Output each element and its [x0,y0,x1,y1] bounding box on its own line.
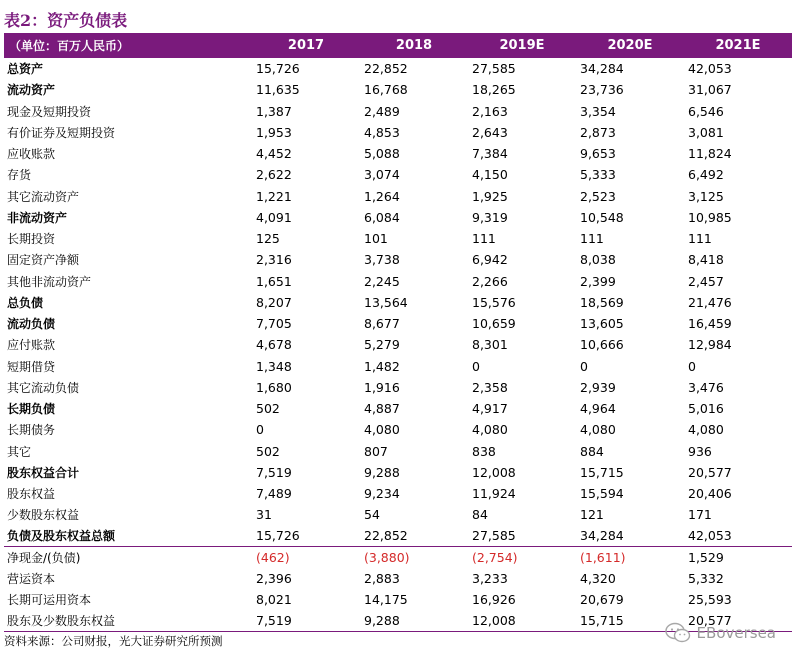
cell-value: 1,916 [364,379,400,395]
cell-value: 7,519 [252,611,360,632]
table-row [4,441,792,462]
cell-value: 15,726 [256,61,300,77]
cell-value: 2,316 [256,252,292,268]
cell-value: 2,396 [256,571,292,587]
cell-value: 9,288 [360,611,468,632]
cell-value: 5,016 [688,401,724,417]
row-label: 其它流动资产 [7,189,80,204]
table-row [4,547,792,568]
cell-value: 14,175 [364,592,408,608]
cell-value: 54 [364,507,380,523]
cell-value: (1,611) [576,547,684,568]
table-row [4,568,792,589]
cell-value: 3,081 [688,124,724,140]
cell-value: 4,320 [580,571,616,587]
cell-value: 6,942 [472,252,508,268]
row-label: 长期债务 [7,423,56,438]
cell-value: 2,622 [256,167,292,183]
cell-value: 27,585 [472,528,516,544]
cell-value: 20,577 [688,464,732,480]
cell-value: 5,332 [688,571,724,587]
cell-value: 4,887 [364,401,400,417]
table-row [4,462,792,483]
row-label: 长期负债 [7,402,56,417]
cell-value: 15,715 [576,611,684,632]
row-label: 非流动资产 [7,210,68,225]
year-header: 2017 [287,38,325,53]
cell-value: 10,666 [580,337,624,353]
row-label: 应付账款 [7,338,56,353]
cell-value: 1,348 [256,358,292,374]
cell-value: 20,406 [688,486,732,502]
table-title: 表2：资产负债表 [4,11,128,30]
table-row [4,271,792,292]
cell-value: 0 [688,358,696,374]
wechat-icon [665,622,691,644]
cell-value: (462) [252,547,360,568]
cell-value: 936 [688,443,712,459]
cell-value: 42,053 [688,528,732,544]
year-header: 2020E [607,38,653,53]
cell-value: 10,985 [688,209,732,225]
table-row [4,101,792,122]
table-row [4,186,792,207]
cell-value: 3,476 [688,379,724,395]
table-row [4,122,792,143]
cell-value: 18,265 [472,82,516,98]
row-label: 负债及股东权益总额 [7,529,116,544]
cell-value: 2,163 [472,103,508,119]
cell-value: 23,736 [580,82,624,98]
watermark [665,622,776,644]
cell-value: 502 [256,443,280,459]
cell-value: 1,953 [256,124,292,140]
table-row [4,313,792,334]
cell-value: 2,399 [580,273,616,289]
cell-value: 13,564 [364,294,408,310]
cell-value: 4,678 [256,337,292,353]
unit-label: （单位：百万人民币） [9,39,130,53]
table-row [4,79,792,100]
cell-value: 2,358 [472,379,508,395]
table-row [4,483,792,504]
cell-value: 2,873 [580,124,616,140]
cell-value: 8,207 [256,294,292,310]
cell-value: 11,824 [688,146,732,162]
cell-value: 6,492 [688,167,724,183]
cell-value: 121 [580,507,604,523]
cell-value: 0 [472,358,480,374]
year-header: 2021E [715,38,761,53]
row-label: 总负债 [7,295,44,310]
cell-value: 15,715 [580,464,624,480]
row-label: 应收账款 [7,147,56,162]
cell-value: 2,266 [472,273,508,289]
cell-value: 8,418 [688,252,724,268]
cell-value: 21,476 [688,294,732,310]
cell-value: 9,319 [472,209,508,225]
year-header: 2018 [395,38,433,53]
cell-value: 10,548 [580,209,624,225]
cell-value: 9,653 [580,146,616,162]
cell-value: 3,074 [364,167,400,183]
cell-value: 25,593 [688,592,732,608]
cell-value: 7,519 [256,464,292,480]
cell-value: 4,853 [364,124,400,140]
row-label: 短期借贷 [7,359,56,374]
table-row [4,589,792,610]
table-row [4,419,792,440]
row-label: 固定资产净额 [7,253,80,268]
cell-value: 27,585 [472,61,516,77]
row-label: 净现金/(负债) [4,547,252,568]
cell-value: 7,384 [472,146,508,162]
cell-value: 8,038 [580,252,616,268]
cell-value: 101 [364,231,388,247]
cell-value: 12,008 [472,464,516,480]
cell-value: 3,125 [688,188,724,204]
cell-value: 125 [256,231,280,247]
cell-value: 4,150 [472,167,508,183]
cell-value: 1,925 [472,188,508,204]
cell-value: 42,053 [688,61,732,77]
cell-value: 4,080 [364,422,400,438]
cell-value: 2,489 [364,103,400,119]
cell-value: 5,333 [580,167,616,183]
row-label: 流动资产 [7,83,56,98]
row-label: 存货 [7,168,32,183]
cell-value: 9,288 [364,464,400,480]
row-label: 其它流动负债 [7,380,80,395]
cell-value: 34,284 [580,528,624,544]
year-header: 2019E [499,38,545,53]
cell-value: 2,457 [688,273,724,289]
cell-value: 6,546 [688,103,724,119]
table-row [4,398,792,419]
cell-value: 31,067 [688,82,732,98]
cell-value: 807 [364,443,388,459]
cell-value: 6,084 [364,209,400,225]
table-row [4,504,792,525]
cell-value: 12,008 [468,611,576,632]
cell-value: 2,245 [364,273,400,289]
cell-value: 8,677 [364,316,400,332]
cell-value: 84 [472,507,488,523]
cell-value: 34,284 [580,61,624,77]
row-label: 流动负债 [7,317,56,332]
cell-value: 11,635 [256,82,300,98]
row-label: 其它 [7,444,32,459]
cell-value: 9,234 [364,486,400,502]
row-label: 总资产 [7,62,44,77]
table-header-row [4,33,792,58]
cell-value: 2,523 [580,188,616,204]
cell-value: 20,679 [580,592,624,608]
cell-value: 502 [256,401,280,417]
table-row [4,377,792,398]
cell-value: 4,080 [688,422,724,438]
balance-sheet-table [4,33,792,632]
row-label: 少数股东权益 [7,508,80,523]
cell-value: 2,643 [472,124,508,140]
row-label: 股东及少数股东权益 [4,611,252,632]
cell-value: 5,088 [364,146,400,162]
cell-value: 4,452 [256,146,292,162]
row-label: 股东权益合计 [7,465,80,480]
cell-value: 15,726 [256,528,300,544]
cell-value: 0 [580,358,588,374]
cell-value: (3,880) [360,547,468,568]
table-row [4,292,792,313]
cell-value: 22,852 [364,61,408,77]
cell-value: 5,279 [364,337,400,353]
cell-value: 3,738 [364,252,400,268]
cell-value: 8,301 [472,337,508,353]
cell-value: 0 [256,422,264,438]
cell-value: 1,264 [364,188,400,204]
cell-value: 111 [472,231,496,247]
cell-value: 4,964 [580,401,616,417]
cell-value: 1,482 [364,358,400,374]
cell-value: 3,354 [580,103,616,119]
table-row [4,356,792,377]
cell-value: 31 [256,507,272,523]
row-label: 现金及短期投资 [7,104,92,119]
cell-value: 3,233 [472,571,508,587]
row-label: 有价证券及短期投资 [7,125,116,140]
cell-value: 4,080 [580,422,616,438]
cell-value: 1,680 [256,379,292,395]
watermark-text: EBoversea [696,624,776,642]
cell-value: 15,576 [472,294,516,310]
cell-value: 4,917 [472,401,508,417]
cell-value: 4,080 [472,422,508,438]
cell-value: 2,883 [364,571,400,587]
cell-value: 8,021 [256,592,292,608]
source-note: 资料来源：公司财报，光大证券研究所预测 [4,634,223,648]
cell-value: 2,939 [580,379,616,395]
cell-value: 1,651 [256,273,292,289]
cell-value: 7,489 [256,486,292,502]
cell-value: (2,754) [468,547,576,568]
cell-value: 16,768 [364,82,408,98]
cell-value: 10,659 [472,316,516,332]
cell-value: 1,529 [684,547,792,568]
table-row [4,249,792,270]
cell-value: 884 [580,443,604,459]
cell-value: 11,924 [472,486,516,502]
cell-value: 7,705 [256,316,292,332]
cell-value: 1,221 [256,188,292,204]
row-label: 其他非流动资产 [7,274,92,289]
row-label: 长期投资 [7,232,56,247]
table-row [4,58,792,79]
cell-value: 22,852 [364,528,408,544]
cell-value: 12,984 [688,337,732,353]
cell-value: 20,577 [684,611,792,632]
row-label: 营运资本 [7,572,56,587]
table-row [4,334,792,355]
cell-value: 111 [580,231,604,247]
cell-value: 16,926 [472,592,516,608]
table-row [4,207,792,228]
cell-value: 1,387 [256,103,292,119]
table-row [4,526,792,547]
cell-value: 4,091 [256,209,292,225]
cell-value: 171 [688,507,712,523]
row-label: 股东权益 [7,487,56,502]
table-row [4,143,792,164]
table-row [4,164,792,185]
cell-value: 18,569 [580,294,624,310]
cell-value: 838 [472,443,496,459]
cell-value: 15,594 [580,486,624,502]
cell-value: 111 [688,231,712,247]
table-row [4,228,792,249]
cell-value: 16,459 [688,316,732,332]
cell-value: 13,605 [580,316,624,332]
row-label: 长期可运用资本 [7,593,92,608]
